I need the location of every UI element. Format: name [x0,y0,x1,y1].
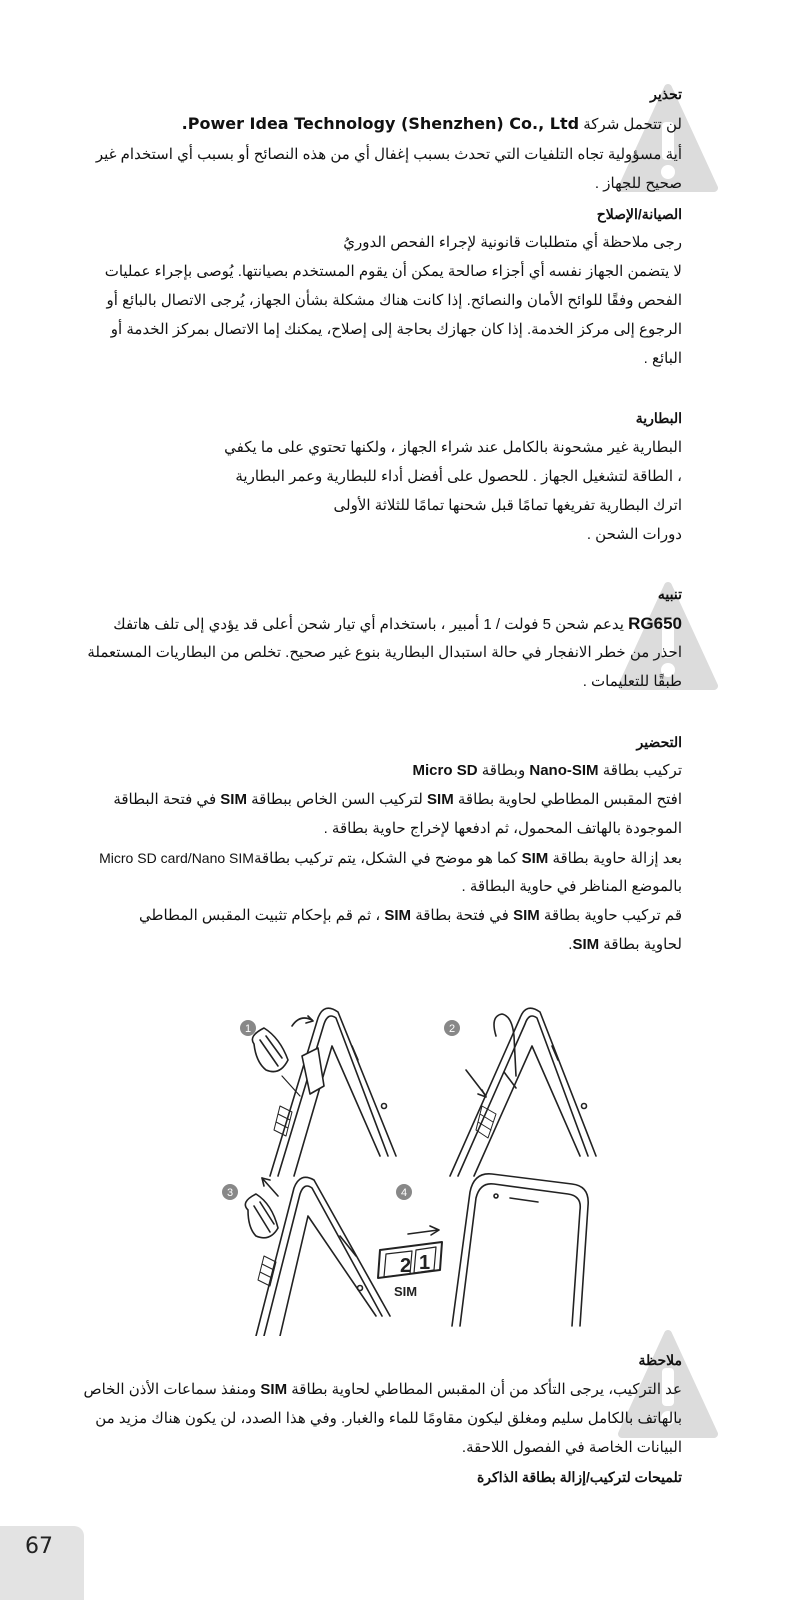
note-heading: ملاحظة [638,1352,682,1368]
sim-label: SIM [572,936,600,953]
step-3-label: 3 [226,1187,234,1199]
warning-line-2: أية مسؤولية تجاه التلفيات التي تحدث بسبب إغفال أي من هذه النصائح أو بسبب أي استخدام غير [95,146,682,163]
note-line-1-b: ومنفذ سماعات الأذن الخاص [83,1381,261,1398]
tray-slot-2: 2 [400,1255,412,1277]
preparation-line-3: الموجودة بالهاتف المحمول، ثم ادفعها لإخراج حاوية بطاقة . [323,820,682,837]
battery-line-3: اترك البطارية تفريغها تمامًا قبل شحنها تمامًا للثلاثة الأولى [333,497,682,514]
preparation-line-2-a: افتح المقبس المطاطي لحاوية بطاقة [453,791,682,808]
battery-heading: البطارية [635,410,682,426]
battery-line-1: البطارية غير مشحونة بالكامل عند شراء الجهاز ، ولكنها تحتوي على ما يكفي [224,439,682,456]
step-3-phone-illustration [245,1177,390,1336]
preparation-line-6 [139,906,682,926]
battery-line-4: دورات الشحن . [586,526,682,543]
sim-label: SIM [220,791,247,808]
preparation-line-4-b: كما هو موضح في الشكل، يتم تركيب بطاقة [253,850,522,867]
nano-sim-label: Nano-SIM [529,762,599,779]
maintenance-line-1: رجى ملاحظة أي متطلبات قانونية لإجراء الفحص الدوريُ [343,234,682,251]
tray-slot-1: 1 [419,1252,431,1274]
maintenance-line-4: الرجوع إلى مركز الخدمة. إذا كان جهازك بحاجة إلى إصلاح، يمكنك إما الاتصال بمركز الخدمة أو [110,321,682,338]
step-1-phone-illustration [252,1008,396,1176]
caution-line-1-text: يدعم شحن 5 فولت / 1 أمبير ، باستخدام أي تيار شحن أعلى قد يؤدي إلى تلف هاتفك [113,616,629,633]
maintenance-line-3: الفحص وفقًا للوائح الأمان والنصائح. إذا كانت هناك مشكلة بشأن الجهاز، يُرجى الاتصال بالبائع أو [106,292,682,309]
sim-installation-figure [220,1006,600,1336]
warning-line-1 [182,114,682,135]
caution-line-1 [113,614,682,635]
maintenance-heading: الصيانة/الإصلاح [596,206,682,222]
step-2-label: 2 [448,1023,456,1035]
preparation-line-4-a: بعد إزالة حاوية بطاقة [548,850,682,867]
warning-heading: تحذير [650,86,682,102]
step-2-phone-illustration [450,1008,596,1176]
preparation-line-1 [413,761,682,781]
step-badge [396,1184,412,1200]
tray-sim-label: SIM [394,1284,418,1299]
step-badge [240,1020,256,1036]
warning-line-1-text: لن تتحمل شركة [579,116,682,133]
sim-label: SIM [513,907,540,924]
page-number: 67 [25,1534,53,1559]
preparation-line-7 [568,935,682,955]
sim-label: SIM [427,791,454,808]
micro-sd-label: Micro SD [412,762,478,779]
maintenance-line-2: لا يتضمن الجهاز نفسه أي أجزاء صالحة يمكن أن يقوم المستخدم بصيانتها. يُوصى بإجراء عمليات [104,263,682,280]
note-line-2: بالهاتف بالكامل سليم ومغلق ليكون مقاومًا للماء والغبار. وفي هذا الصدد، لن يكون هناك مزيد من [95,1410,682,1427]
preparation-line-2 [113,790,682,810]
model-name: RG650 [628,614,682,633]
preparation-line-2-c: في فتحة البطاقة [113,791,221,808]
step-4-label: 4 [400,1187,408,1199]
sim-label: SIM [521,850,549,867]
battery-line-2: ، الطاقة لتشغيل الجهاز . للحصول على أفضل أداء للبطارية وعمر البطارية [235,468,682,485]
preparation-line-1-a: تركيب بطاقة [598,762,682,779]
preparation-heading: التحضير [636,734,682,750]
preparation-line-7-a: لحاوية بطاقة [599,936,682,953]
sim-label: SIM [260,1381,288,1398]
caution-line-3: طبقًا للتعليمات . [582,673,682,690]
preparation-line-5: بالموضع المناظر في حاوية البطاقة . [461,878,682,895]
caution-line-2: احذر من خطر الانفجار في حالة استبدال البطارية بنوع غير صحيح. تخلص من البطاريات المستعملة [87,644,682,661]
step-badge [222,1184,238,1200]
preparation-line-1-b: وبطاقة [477,762,530,779]
sim-label: SIM [384,907,412,924]
warning-line-3: صحيح للجهاز . [594,175,682,192]
preparation-line-4 [99,848,682,869]
note-line-1 [83,1380,682,1400]
preparation-line-7-b: . [568,936,573,953]
maintenance-line-5: البائع . [643,350,682,367]
company-name: Power Idea Technology (Shenzhen) Co., Ltd. [181,114,580,133]
preparation-line-2-b: لتركيب السن الخاص ببطاقة [246,791,428,808]
preparation-line-6-b: في فتحة بطاقة [411,907,514,924]
step-badge [444,1020,460,1036]
note-line-1-a: عد التركيب، يرجى التأكد من أن المقبس المطاطي لحاوية بطاقة [287,1381,682,1398]
preparation-line-6-c: ، ثم قم بإحكام تثبيت المقبس المطاطي [139,907,385,924]
preparation-line-6-a: قم تركيب حاوية بطاقة [539,907,682,924]
caution-heading: تنبيه [657,586,682,602]
note-line-3: البيانات الخاصة في الفصول اللاحقة. [461,1439,682,1456]
tips-heading: تلميحات لتركيب/إزالة بطاقة الذاكرة [476,1469,682,1485]
micro-sd-nano-sim-label: Micro SD card/Nano SIM [99,850,254,866]
step-1-label: 1 [244,1023,252,1035]
